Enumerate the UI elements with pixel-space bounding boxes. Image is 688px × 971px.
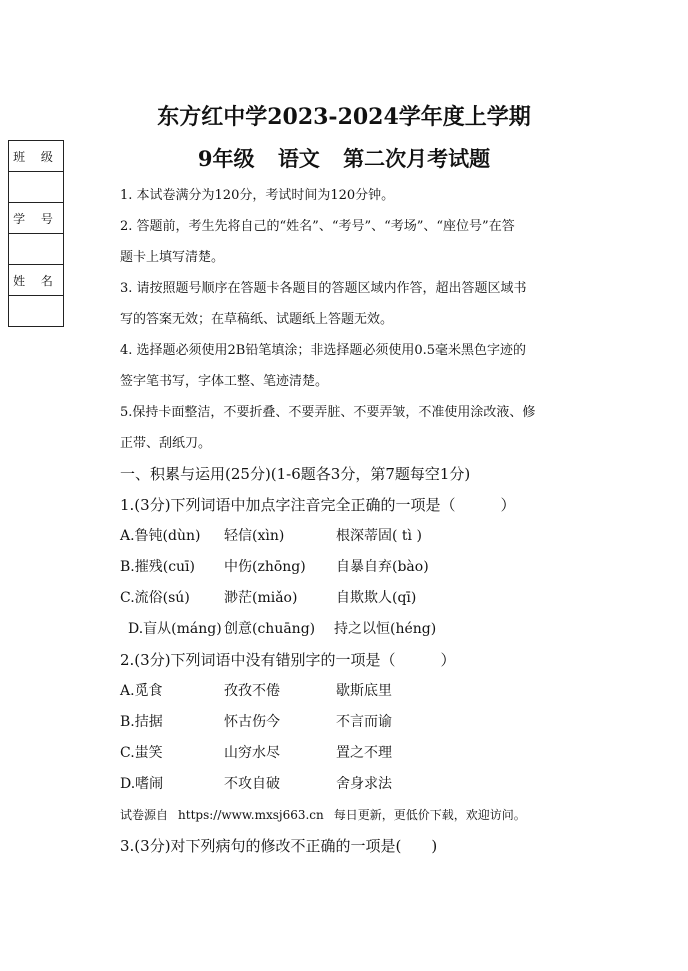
- q2-option-b[interactable]: B.拮据 怀古伤今 不言而谕: [120, 714, 392, 730]
- grade: 9年级: [197, 146, 255, 171]
- instruction-line: 3. 请按照题号顺序在答题卡各题目的答题区域内作答，超出答题区域书: [120, 281, 527, 296]
- q1-option-a[interactable]: A.鲁钝(dùn) 轻信(xìn) 根深蒂固( tì ): [120, 528, 422, 544]
- instruction-line: 2. 答题前，考生先将自己的“姓名”、“考号”、“考场”、“座位号”在答: [120, 219, 515, 234]
- name-label: 姓 名: [9, 265, 64, 296]
- instruction-line: 题卡上填写清楚。: [120, 250, 225, 265]
- instruction-line: 4. 选择题必须使用2B铅笔填涂；非选择题必须使用0.5毫米黑色字迹的: [120, 343, 527, 358]
- question-1-stem: 1.(3分)下列词语中加点字注音完全正确的一项是（ ）: [120, 496, 516, 514]
- q1-option-d[interactable]: D.盲从(máng) 创意(chuāng) 持之以恒(héng): [128, 621, 437, 637]
- exam-title: 东方红中学2023-2024学年度上学期: [157, 104, 531, 130]
- source-label: 试卷源自: [120, 808, 169, 822]
- class-field[interactable]: [9, 172, 64, 203]
- instruction-line: 正带、刮纸刀。: [120, 436, 212, 451]
- instruction-line: 写的答案无效；在草稿纸、试题纸上答题无效。: [120, 312, 394, 327]
- instruction-line: 5.保持卡面整洁，不要折叠、不要弄脏、不要弄皱，不准使用涂改液、修: [120, 405, 536, 420]
- question-3-stem: 3.(3分)对下列病句的修改不正确的一项是( ): [120, 837, 438, 855]
- q2-option-d[interactable]: D.嗜闹 不攻自破 舍身求法: [120, 776, 392, 792]
- q2-option-c[interactable]: C.蚩笑 山穷水尽 置之不理: [120, 745, 392, 761]
- q1-option-b[interactable]: B.摧残(cuī) 中伤(zhōng) 自暴自弃(bào): [120, 559, 429, 575]
- section-heading: 一、积累与运用(25分)(1-6题各3分，第7题每空1分): [120, 465, 471, 483]
- name-field[interactable]: [9, 296, 64, 327]
- instruction-line: 1. 本试卷满分为120分，考试时间为120分钟。: [120, 188, 395, 203]
- student-id-label: 学 号: [9, 203, 64, 234]
- question-2-stem: 2.(3分)下列词语中没有错别字的一项是（ ）: [120, 651, 456, 669]
- exam-subtitle: [0, 143, 688, 173]
- exam-name: 第二次月考试题: [343, 146, 491, 171]
- source-note: 每日更新，更低价下载，欢迎访问。: [333, 808, 526, 822]
- class-label: 班 级: [9, 141, 64, 172]
- source-line: [120, 800, 570, 831]
- instruction-line: 签字笔书写，字体工整、笔迹清楚。: [120, 374, 329, 389]
- subject: 语文: [277, 146, 320, 171]
- exam-content: [120, 180, 570, 862]
- student-id-field[interactable]: [9, 234, 64, 265]
- q1-option-c[interactable]: C.流俗(sú) 渺茫(miǎo) 自欺欺人(qī): [120, 590, 417, 606]
- source-url[interactable]: https://www.mxsj663.cn: [178, 808, 324, 822]
- q2-option-a[interactable]: A.觅食 孜孜不倦 歇斯底里: [120, 683, 392, 699]
